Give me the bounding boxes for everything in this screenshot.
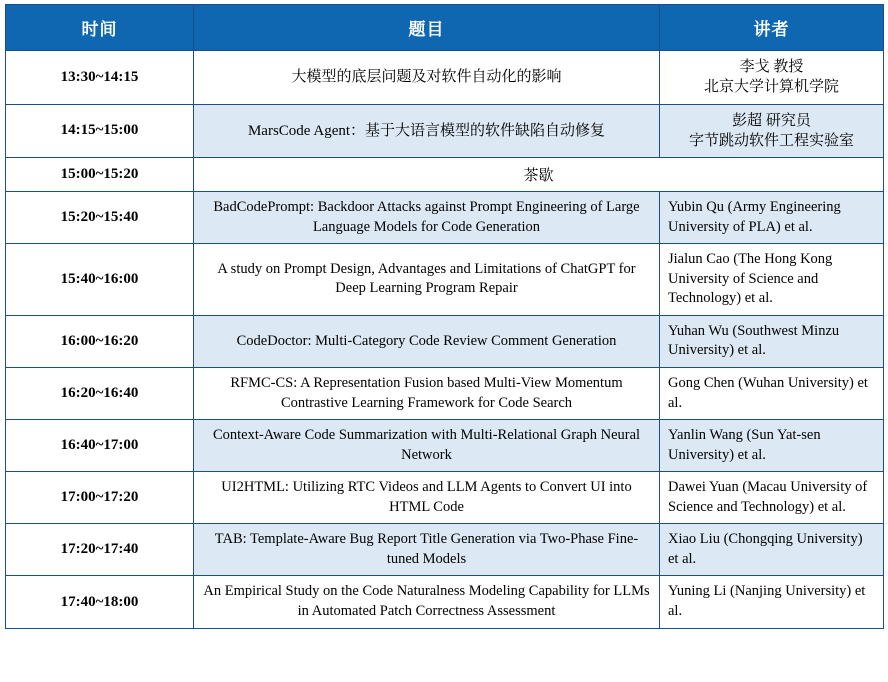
table-row [6, 472, 884, 524]
speaker-line: Yuhan Wu (Southwest Minzu University) et al. [668, 322, 840, 359]
speaker-line: 李戈 教授 [739, 59, 804, 75]
session-title: RFMC-CS: A Representation Fusion based Multi-View Momentum Contrastive Learning Framework for Code Search [194, 367, 660, 419]
session-speaker [660, 244, 884, 316]
speaker-line: Dawei Yuan (Macau University of Science and Technology) et al. [668, 479, 868, 515]
speaker-line: 彭超 研究员 [732, 112, 811, 129]
table-row [6, 104, 884, 158]
speaker-line: Gong Chen (Wuhan University) et al. [668, 374, 868, 411]
session-time: 15:40~16:00 [6, 244, 194, 316]
table-row [6, 315, 884, 367]
session-time: 16:20~16:40 [6, 367, 194, 419]
session-title: A study on Prompt Design, Advantages and Limitations of ChatGPT for Deep Learning Program Repair [194, 244, 660, 316]
session-speaker [660, 367, 884, 419]
session-time: 16:40~17:00 [6, 420, 194, 472]
table-row [6, 158, 884, 192]
table-body [6, 51, 884, 629]
speaker-line: Yubin Qu (Army Engineering University of PLA) et al. [668, 199, 841, 235]
session-speaker [660, 524, 884, 576]
session-speaker [660, 315, 884, 367]
column-header-time: 时间 [6, 5, 194, 51]
table-row [6, 420, 884, 472]
session-speaker [660, 420, 884, 472]
table-header [6, 5, 884, 51]
session-speaker [660, 51, 884, 105]
speaker-line: 字节跳动软件工程实验室 [688, 132, 854, 149]
speaker-line: Xiao Liu (Chongqing University) et al. [668, 531, 863, 567]
session-time: 15:20~15:40 [6, 192, 194, 244]
session-title: An Empirical Study on the Code Naturalness Modeling Capability for LLMs in Automated Patch Correctness Assessment [194, 576, 660, 628]
session-time: 17:20~17:40 [6, 524, 194, 576]
table-row [6, 51, 884, 105]
session-title: 大模型的底层问题及对软件自动化的影响 [194, 51, 660, 105]
session-time: 14:15~15:00 [6, 104, 194, 158]
session-title: CodeDoctor: Multi-Category Code Review Comment Generation [194, 315, 660, 367]
table-row [6, 244, 884, 316]
speaker-line: Jialun Cao (The Hong Kong University of Science and Technology) et al. [668, 251, 833, 307]
session-time: 13:30~14:15 [6, 51, 194, 105]
header-row [6, 5, 884, 51]
session-time: 15:00~15:20 [6, 158, 194, 192]
session-time: 17:00~17:20 [6, 472, 194, 524]
table-row [6, 576, 884, 628]
session-title: TAB: Template-Aware Bug Report Title Generation via Two-Phase Fine-tuned Models [194, 524, 660, 576]
session-time: 16:00~16:20 [6, 315, 194, 367]
column-header-title: 题目 [194, 5, 660, 51]
session-speaker [660, 472, 884, 524]
table-row [6, 524, 884, 576]
schedule-table [5, 4, 884, 629]
session-speaker [660, 192, 884, 244]
speaker-line: 北京大学计算机学院 [703, 79, 839, 96]
table-row [6, 192, 884, 244]
session-title: MarsCode Agent：基于大语言模型的软件缺陷自动修复 [194, 104, 660, 158]
session-title: Context-Aware Code Summarization with Multi-Relational Graph Neural Network [194, 420, 660, 472]
column-header-speaker: 讲者 [660, 5, 884, 51]
session-speaker [660, 576, 884, 628]
session-title: BadCodePrompt: Backdoor Attacks against Prompt Engineering of Large Language Models for Code Generation [194, 192, 660, 244]
session-title: 茶歇 [194, 158, 884, 192]
speaker-line: Yanlin Wang (Sun Yat-sen University) et al. [668, 427, 821, 463]
session-time: 17:40~18:00 [6, 576, 194, 628]
table-row [6, 367, 884, 419]
speaker-line: Yuning Li (Nanjing University) et al. [668, 583, 866, 619]
session-speaker [660, 104, 884, 158]
session-title: UI2HTML: Utilizing RTC Videos and LLM Agents to Convert UI into HTML Code [194, 472, 660, 524]
